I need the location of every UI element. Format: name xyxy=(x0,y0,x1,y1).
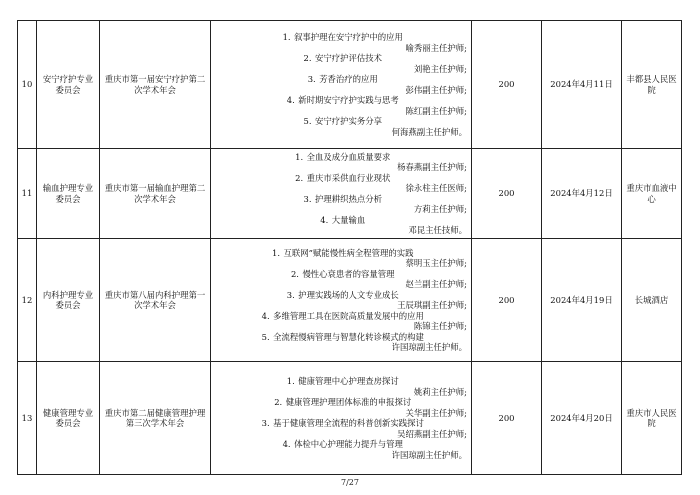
topic-item xyxy=(213,248,469,269)
topic-item xyxy=(213,74,469,95)
topic-item xyxy=(213,290,469,311)
topic-title-line xyxy=(213,32,469,43)
topic-title-line xyxy=(213,53,469,64)
topic-number: 3. xyxy=(307,74,316,84)
fee: 200 xyxy=(472,21,542,149)
topic-title: 叙事护理在安宁疗护中的应用 xyxy=(294,32,403,42)
topic-speaker: 陈锦主任护师; xyxy=(413,321,467,331)
topic-title: 健康管理中心护理查房探讨 xyxy=(298,376,399,386)
table-row xyxy=(18,239,682,362)
topic-title: 新时期安宁疗护实践与思考 xyxy=(298,95,399,105)
topic-number: 1. xyxy=(286,376,295,386)
page-number: 7/27 xyxy=(341,478,359,487)
topic-number: 4. xyxy=(286,95,295,105)
topic-item xyxy=(213,418,469,439)
venue: 丰都县人民医院 xyxy=(622,21,682,149)
topic-speaker: 蔡明玉主任护师; xyxy=(405,258,467,268)
conference-date: 2024年4月19日 xyxy=(542,239,622,362)
row-number: 13 xyxy=(18,362,37,475)
topic-title-line xyxy=(213,173,469,184)
topic-item xyxy=(213,32,469,53)
topic-item xyxy=(213,397,469,418)
topic-title-line xyxy=(213,248,469,259)
topic-title: 互联网”赋能慢性病全程管理的实践 xyxy=(283,247,414,258)
topic-title-line xyxy=(213,311,469,322)
table-row xyxy=(18,21,682,149)
topic-speaker: 方莉主任护师; xyxy=(413,204,467,214)
conference-date: 2024年4月20日 xyxy=(542,362,622,475)
topic-number: 4. xyxy=(320,214,329,225)
topic-speaker: 许国琼副主任护师。 xyxy=(391,342,467,352)
table-row xyxy=(18,362,682,475)
topic-item xyxy=(213,53,469,74)
topic-number: 1. xyxy=(282,32,291,42)
topic-number: 3. xyxy=(261,418,270,428)
topic-speaker: 杨春燕副主任护师; xyxy=(397,162,467,172)
topic-number: 5. xyxy=(261,331,270,342)
topic-title-line xyxy=(213,215,469,226)
topic-title: 安宁疗护实务分享 xyxy=(315,116,382,126)
table-row xyxy=(18,149,682,239)
topic-title: 全血及成分血质量要求 xyxy=(306,151,391,162)
topic-speaker: 许国琼副主任护师。 xyxy=(391,449,467,460)
row-number: 12 xyxy=(18,239,37,362)
topic-title-line xyxy=(213,269,469,280)
topic-title-line xyxy=(213,332,469,343)
topic-list xyxy=(211,362,472,475)
topic-number: 3. xyxy=(286,289,295,300)
conference-name: 重庆市第一届安宁疗护第二次学术年会 xyxy=(100,21,211,149)
topic-speaker: 姚莉主任护师; xyxy=(413,386,467,397)
topic-speaker: 赵兰副主任护师; xyxy=(405,279,467,289)
fee: 200 xyxy=(472,362,542,475)
committee-name: 安宁疗护专业委员会 xyxy=(37,21,100,149)
committee-name: 健康管理专业委员会 xyxy=(37,362,100,475)
venue: 重庆市血液中心 xyxy=(622,149,682,239)
topic-list xyxy=(211,239,472,362)
committee-name: 内科护理专业委员会 xyxy=(37,239,100,362)
topic-list xyxy=(211,21,472,149)
topic-title: 健康管理护理团体标准的申报探讨 xyxy=(285,397,412,407)
topic-number: 4. xyxy=(261,310,270,321)
topic-title-line xyxy=(213,397,469,408)
topic-list xyxy=(211,149,472,239)
topic-title: 大量输血 xyxy=(331,214,366,225)
topic-title: 全流程慢病管理与智慧化转诊模式的构建 xyxy=(273,331,424,342)
topic-title-line xyxy=(213,152,469,163)
topic-number: 2. xyxy=(274,397,283,407)
schedule-table xyxy=(17,20,682,475)
topic-item xyxy=(213,116,469,137)
topic-title-line xyxy=(213,439,469,450)
schedule-rows xyxy=(18,21,682,475)
topic-item xyxy=(213,439,469,460)
topic-title: 芳香治疗的应用 xyxy=(319,74,378,84)
topic-title-line xyxy=(213,95,469,106)
fee: 200 xyxy=(472,239,542,362)
topic-speaker: 王辰琪副主任护师; xyxy=(397,300,467,310)
topic-item xyxy=(213,311,469,332)
topic-title: 体检中心护理能力提升与管理 xyxy=(294,439,403,449)
topic-number: 4. xyxy=(282,439,291,449)
topic-title-line xyxy=(213,116,469,127)
topic-title-line xyxy=(213,194,469,205)
topic-title-line xyxy=(213,418,469,429)
topic-number: 1. xyxy=(272,247,281,258)
topic-item xyxy=(213,173,469,194)
venue: 重庆市人民医院 xyxy=(622,362,682,475)
topic-number: 2. xyxy=(295,172,304,183)
committee-name: 输血护理专业委员会 xyxy=(37,149,100,239)
topic-title: 多维管理工具在医院高质量发展中的应用 xyxy=(273,310,424,321)
topic-item xyxy=(213,332,469,353)
topic-item xyxy=(213,269,469,290)
topic-number: 2. xyxy=(290,268,299,279)
topic-item xyxy=(213,215,469,236)
topic-title-line xyxy=(213,74,469,85)
conference-date: 2024年4月11日 xyxy=(542,21,622,149)
topic-title: 基于健康管理全流程的科普创新实践探讨 xyxy=(273,418,424,428)
topic-title: 安宁疗护评估技术 xyxy=(315,53,382,63)
topic-item xyxy=(213,194,469,215)
conference-name: 重庆市第二届健康管理护理第三次学术年会 xyxy=(100,362,211,475)
topic-speaker: 喻秀丽主任护师; xyxy=(405,42,467,53)
conference-name: 重庆市第八届内科护理第一次学术年会 xyxy=(100,239,211,362)
topic-speaker: 陈红副主任护师; xyxy=(405,105,467,116)
topic-title: 护理耕织热点分析 xyxy=(315,193,382,204)
conference-name: 重庆市第一届输血护理第二次学术年会 xyxy=(100,149,211,239)
topic-speaker: 刘艳主任护师; xyxy=(413,63,467,74)
venue: 长城酒店 xyxy=(622,239,682,362)
topic-item xyxy=(213,152,469,173)
topic-item xyxy=(213,376,469,397)
topic-number: 1. xyxy=(295,151,304,162)
topic-title: 重庆市采供血行业现状 xyxy=(306,172,391,183)
fee: 200 xyxy=(472,149,542,239)
topic-item xyxy=(213,95,469,116)
topic-speaker: 关华副主任护师; xyxy=(405,407,467,418)
row-number: 10 xyxy=(18,21,37,149)
topic-number: 2. xyxy=(303,53,312,63)
topic-speaker: 彭伟副主任护师; xyxy=(405,84,467,95)
topic-speaker: 徐永柱主任医师; xyxy=(405,183,467,193)
topic-title: 护理实践场的人文专业成长 xyxy=(298,289,399,300)
topic-number: 3. xyxy=(303,193,312,204)
topic-speaker: 何海燕副主任护师。 xyxy=(391,126,467,137)
topic-title: 慢性心衰患者的容量管理 xyxy=(302,268,395,279)
topic-speaker: 吴绍燕副主任护师; xyxy=(397,428,467,439)
topic-title-line xyxy=(213,376,469,387)
conference-date: 2024年4月12日 xyxy=(542,149,622,239)
topic-speaker: 邓昆主任技师。 xyxy=(408,225,467,235)
row-number: 11 xyxy=(18,149,37,239)
topic-number: 5. xyxy=(303,116,312,126)
topic-title-line xyxy=(213,290,469,301)
